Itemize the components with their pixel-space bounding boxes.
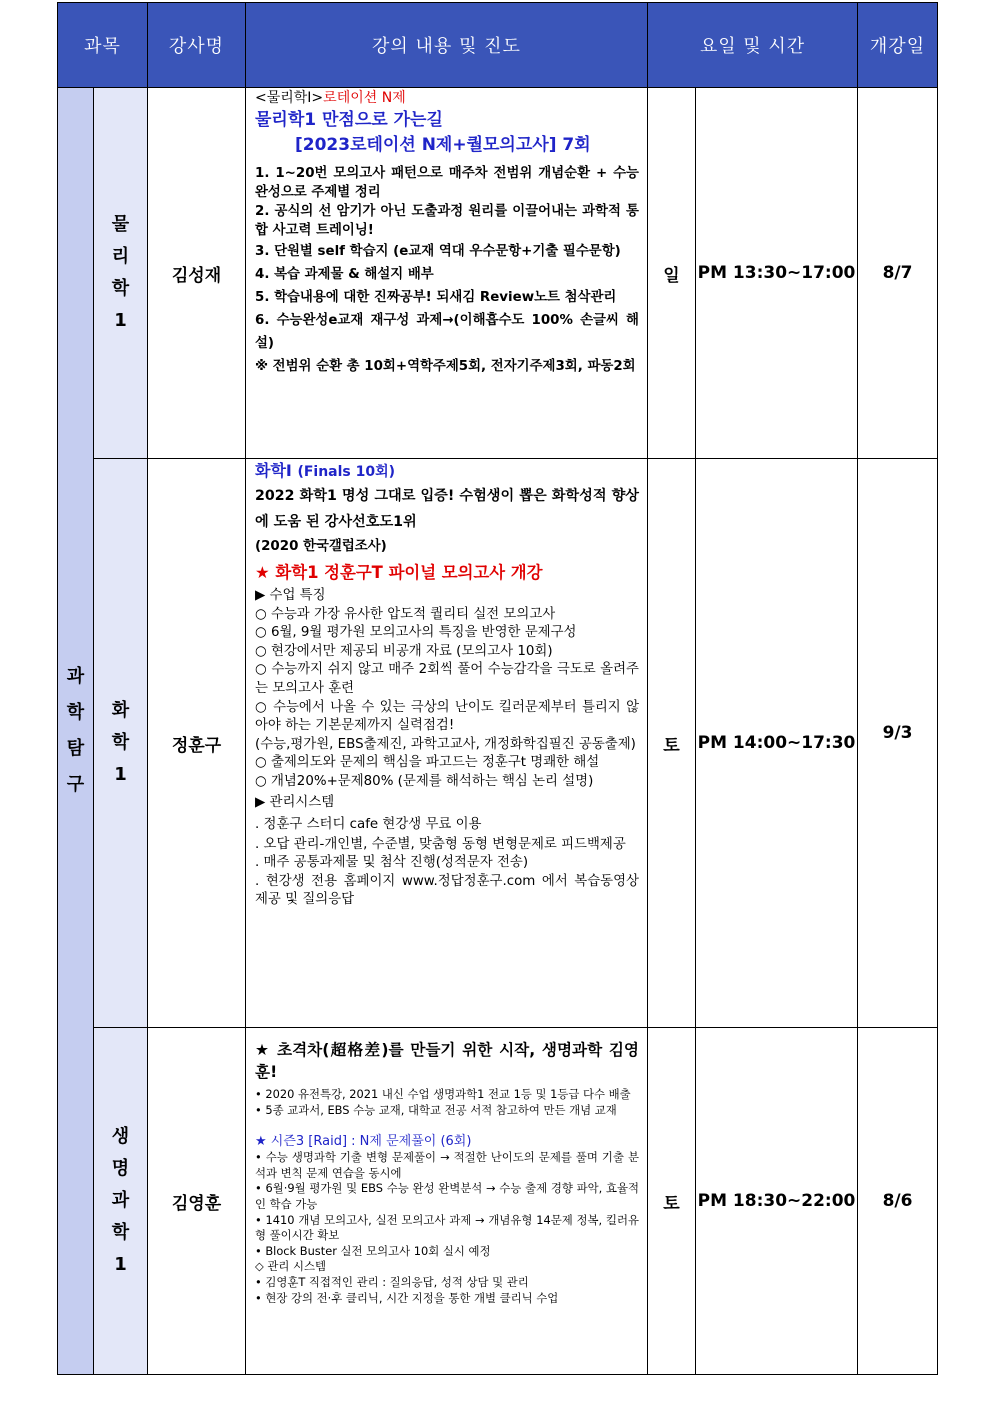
content-line: ○ 수능까지 쉬지 않고 매주 2회씩 풀어 수능감각을 극도로 올려주는 모의고사 훈련 xyxy=(255,662,639,696)
content-line: • 현장 강의 전·후 클리닉, 시간 지정을 통한 개별 클리닉 수업 xyxy=(255,1290,559,1305)
content-line: ○ 개념20%+문제80% (문제를 해석하는 핵심 논리 설명) xyxy=(255,773,594,789)
subject-label: 물리학1 xyxy=(111,214,130,331)
content-line: ★ 시즌3 [Raid] : N제 문제풀이 (6회) xyxy=(255,1134,472,1150)
instructor-name: 정훈구 xyxy=(148,459,246,1028)
content-line: 화학Ⅰ (Finals 10회) xyxy=(255,461,396,480)
content-line: ★ 초격차(超格差)를 만들기 위한 시작, 생명과학 김영훈! xyxy=(255,1041,639,1081)
subject-label: 생명과학1 xyxy=(111,1126,130,1275)
content-line: . 매주 공통과제물 및 첨삭 진행(성적문자 전송) xyxy=(255,855,529,871)
lecture-schedule-table xyxy=(57,2,938,1375)
course-content xyxy=(246,88,648,459)
course-row-physics xyxy=(58,88,938,459)
subject-label: 화학1 xyxy=(111,700,130,785)
content-line: • Block Buster 실전 모의고사 10회 실시 예정 xyxy=(255,1243,491,1258)
content-line: • 김영훈T 직접적인 관리 : 질의응답, 성적 상담 및 관리 xyxy=(255,1274,529,1289)
header-subject: 과목 xyxy=(58,3,148,88)
content-line: ○ 6월, 9월 평가원 모의고사의 특징을 반영한 문제구성 xyxy=(255,625,577,641)
header-instructor: 강사명 xyxy=(148,3,246,88)
course-start-date: 8/6 xyxy=(858,1028,938,1375)
course-start-date: 8/7 xyxy=(858,88,938,459)
content-line: 5. 학습내용에 대한 진짜공부! 되새김 Review노트 첨삭관리 xyxy=(255,290,617,305)
content-line: 1. 1~20번 모의고사 패턴으로 매주차 전범위 개념순환 + 수능 완성으로 주제별 정리 xyxy=(255,166,639,200)
course-day: 토 xyxy=(648,1028,696,1375)
course-row-life-science xyxy=(58,1028,938,1375)
content-line: ○ 수능에서 나올 수 있는 극상의 난이도 킬러문제부터 틀리지 않아야 하는 기본문제까지 실력점검! xyxy=(255,699,639,734)
course-start-date: 9/3 xyxy=(858,459,938,1028)
header-row xyxy=(58,3,938,88)
content-line: ○ 출제의도와 문제의 핵심을 파고드는 정훈구t 명쾌한 해설 xyxy=(255,755,600,771)
header-schedule: 요일 및 시간 xyxy=(648,3,858,88)
instructor-name: 김영훈 xyxy=(148,1028,246,1375)
content-line: • 6월·9월 평가원 및 EBS 수능 완성 완벽분석 → 수능 출제 경향 파악, 효율적인 학습 가능 xyxy=(255,1181,639,1211)
content-line: • 1410 개념 모의고사, 실전 모의고사 과제 → 개념유형 14문제 정복, 킬러유형 풀이시간 확보 xyxy=(255,1212,639,1243)
subject-cell xyxy=(94,88,148,459)
header-start-date: 개강일 xyxy=(858,3,938,88)
category-label: 과학탐구 xyxy=(66,666,85,795)
instructor-name: 김성재 xyxy=(148,88,246,459)
content-line: . 오답 관리-개인별, 수준별, 맞춤형 동형 변형문제로 피드백제공 xyxy=(255,836,626,852)
content-line: <물리학Ⅰ>로테이션 N제 xyxy=(255,90,406,106)
category-cell xyxy=(58,88,94,1375)
content-line: 3. 단원별 self 학습지 (e교재 역대 우수문항+기출 필수문항) xyxy=(255,244,621,259)
course-time: PM 18:30~22:00 xyxy=(696,1028,858,1375)
content-line: ○ 수능과 가장 유사한 압도적 퀄리티 실전 모의고사 xyxy=(255,606,556,622)
content-line: 2. 공식의 선 암기가 아닌 도출과정 원리를 이끌어내는 과학적 통합 사고력 트레이닝! xyxy=(255,204,639,238)
content-line: • 2020 유전특강, 2021 내신 수업 생명과학1 전교 1등 및 1등급 다수 배출 xyxy=(255,1087,631,1101)
content-line: • 수능 생명과학 기출 변형 문제풀이 → 적절한 난이도의 문제를 풀며 기출 분석과 변칙 문제 연습을 동시에 xyxy=(255,1150,639,1180)
content-line: ▶ 관리시스템 xyxy=(255,794,335,810)
subject-cell xyxy=(94,459,148,1028)
content-line: . 현강생 전용 홈페이지 www.정답정훈구.com 에서 복습동영상 제공 및 질의응답 xyxy=(255,873,639,908)
course-content xyxy=(246,459,648,1028)
course-time: PM 13:30~17:00 xyxy=(696,88,858,459)
content-line: 4. 복습 과제물 & 해설지 배부 xyxy=(255,267,434,282)
content-line: 물리학1 만점으로 가는길 xyxy=(255,110,443,130)
course-time: PM 14:00~17:30 xyxy=(696,459,858,1028)
content-line: ★ 화학1 정훈구T 파이널 모의고사 개강 xyxy=(255,563,543,582)
course-row-chemistry xyxy=(58,459,938,1028)
content-line: ▶ 수업 특징 xyxy=(255,588,326,603)
content-line: • 5종 교과서, EBS 수능 교재, 대학교 전공 서적 참고하여 만든 개념 교재 xyxy=(255,1102,617,1117)
header-content: 강의 내용 및 진도 xyxy=(246,3,648,88)
course-day: 일 xyxy=(648,88,696,459)
content-line: ※ 전범위 순환 총 10회+역학주제5회, 전자기주제3회, 파동2회 xyxy=(255,359,636,374)
course-content xyxy=(246,1028,648,1375)
content-line: (수능,평가원, EBS출제진, 과학고교사, 개정화학집필진 공동출제) xyxy=(255,736,636,752)
course-day: 토 xyxy=(648,459,696,1028)
content-line: 6. 수능완성e교재 재구성 과제→(이해흡수도 100% 손글씨 해설) xyxy=(255,313,639,351)
content-line: ○ 현강에서만 제공되 비공개 자료 (모의고사 10회) xyxy=(255,643,553,659)
content-line: (2020 한국갤럽조사) xyxy=(255,539,387,554)
content-line: 2022 화학1 명성 그대로 입증! 수험생이 뽑은 화학성적 향상에 도움 된 강사선호도1위 xyxy=(255,488,639,530)
content-line: [2023로테이션 N제+퀄모의고사] 7회 xyxy=(295,135,591,155)
subject-cell xyxy=(94,1028,148,1375)
content-line: ◇ 관리 시스템 xyxy=(255,1259,327,1274)
content-line: . 정훈구 스터디 cafe 현강생 무료 이용 xyxy=(255,816,482,832)
